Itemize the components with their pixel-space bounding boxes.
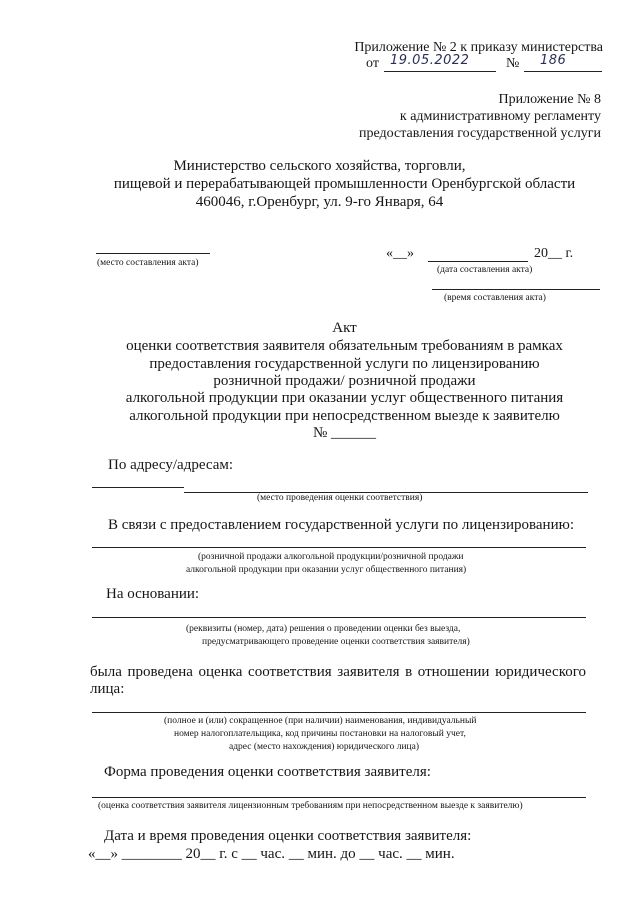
datetime-line: «__» ________ 20__ г. с __ час. __ мин. до __ час. __ мин. [88, 846, 455, 862]
date-year-field: 20__ г. [534, 246, 574, 261]
regulation-line-2: предоставления государственной услуги [359, 126, 601, 141]
basis-caption-1: (реквизиты (номер, дата) решения о проведении оценки без выезда, [186, 624, 461, 634]
entity-caption-1: (полное и (или) сокращенное (при наличии) наименования, индивидуальный [164, 716, 477, 726]
address-underline-left [92, 487, 184, 488]
act-title-line-5: алкогольной продукции при непосредственном выезде к заявителю [129, 408, 560, 424]
address-caption: (место проведения оценки соответствия) [257, 493, 423, 503]
appendix-order-line: Приложение № 2 к приказу министерства [354, 40, 603, 55]
basis-label: На основании: [106, 586, 200, 602]
act-title-line-4: алкогольной продукции при оказании услуг общественного питания [125, 390, 564, 406]
act-heading: Акт [332, 320, 357, 336]
datetime-label: Дата и время проведения оценки соответствия заявителя: [104, 828, 472, 844]
order-number-sign: № [506, 56, 520, 71]
licensing-caption-2: алкогольной продукции при оказании услуг общественного питания) [186, 565, 467, 575]
ministry-address: 460046, г.Оренбург, ул. 9-го Января, 64 [195, 194, 444, 210]
licensing-caption-1: (розничной продажи алкогольной продукции/розничной продажи [198, 552, 464, 562]
time-underline [432, 289, 600, 290]
place-caption: (место составления акта) [97, 258, 199, 268]
ministry-line-2: пищевой и перерабатывающей промышленности Оренбургской области [113, 176, 576, 192]
ministry-line-1: Министерство сельского хозяйства, торговли, [173, 158, 466, 174]
order-from-prefix: от [366, 56, 379, 71]
form-caption: (оценка соответствия заявителя лицензионным требованиям при непосредственном выезде к заявителю) [98, 801, 523, 811]
order-number-handwritten: 186 [540, 53, 567, 68]
entity-underline [92, 712, 586, 713]
act-title-line-1: оценки соответствия заявителя обязательным требованиям в рамках [126, 338, 563, 354]
form-underline [92, 797, 586, 798]
date-caption: (дата составления акта) [437, 265, 533, 275]
entity-caption-2: номер налогоплательщика, код причины постановки на налоговый учет, [174, 729, 466, 739]
act-number: № ______ [312, 425, 377, 441]
act-title-line-2: предоставления государственной услуги по лицензированию [149, 356, 540, 372]
conducted-line-1: была проведена оценка соответствия заявителя в отношении юридического [90, 664, 586, 680]
date-month-underline [428, 261, 528, 262]
appendix-8: Приложение № 8 [498, 92, 601, 107]
date-day-field: «__» [386, 246, 414, 261]
basis-caption-2: предусматривающего проведение оценки соответствия заявителя) [202, 637, 470, 647]
basis-underline [92, 617, 586, 618]
time-caption: (время составления акта) [444, 293, 546, 303]
order-date-underline [384, 71, 496, 72]
entity-caption-3: адрес (место нахождения) юридического лица) [229, 742, 419, 752]
licensing-label: В связи с предоставлением государственной услуги по лицензированию: [108, 517, 574, 533]
conducted-line-2: лица: [90, 681, 125, 697]
order-date-handwritten: 19.05.2022 [390, 53, 470, 68]
address-label: По адресу/адресам: [108, 457, 234, 473]
order-number-underline [524, 71, 602, 72]
act-title-line-3: розничной продажи/ розничной продажи [213, 373, 476, 389]
regulation-line-1: к административному регламенту [399, 109, 601, 124]
licensing-underline [92, 547, 586, 548]
place-underline [96, 253, 210, 254]
form-label: Форма проведения оценки соответствия заявителя: [104, 764, 431, 780]
